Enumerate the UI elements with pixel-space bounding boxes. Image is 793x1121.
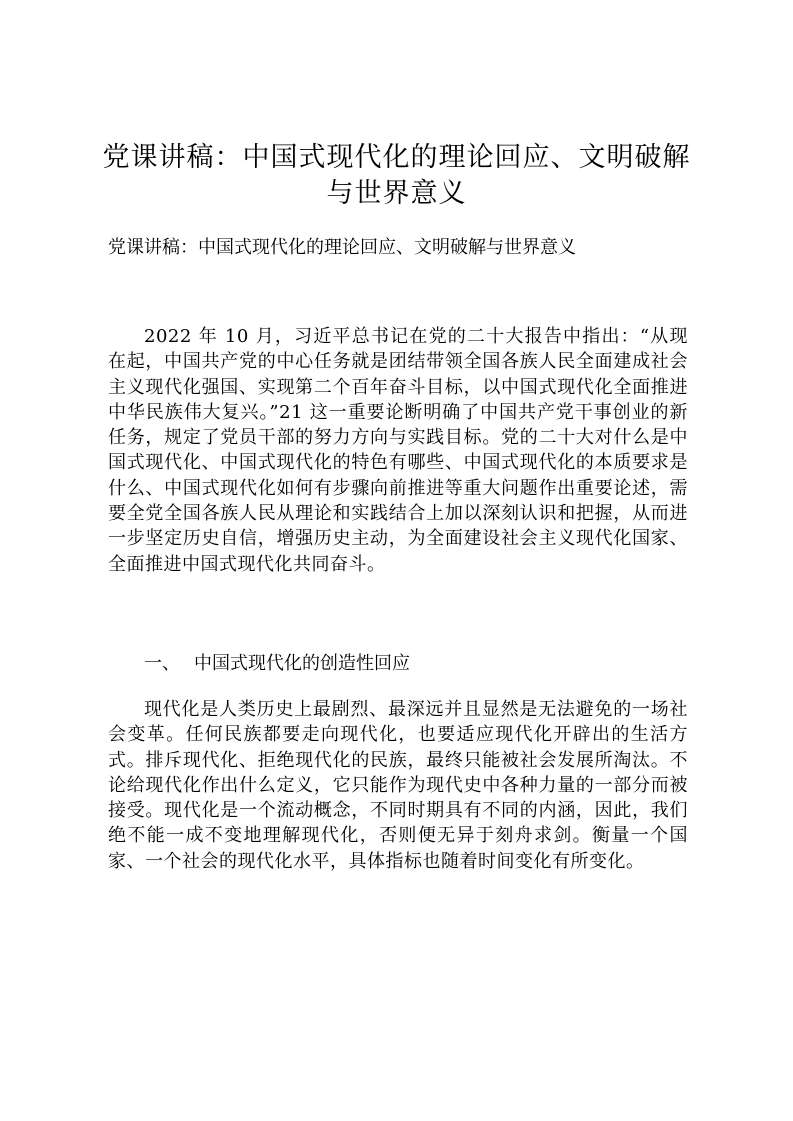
section-heading-1 xyxy=(144,651,410,677)
document-title: 党课讲稿：中国式现代化的理论回应、文明破解与世界意义 xyxy=(102,142,691,209)
section-number: 一、 xyxy=(144,653,180,674)
body-paragraph-1: 2022 年 10 月，习近平总书记在党的二十大报告中指出：“从现在起，中国共产党的中心任务就是团结带领全国各族人民全面建成社会主义现代化强国、实现第二个百年奋斗目标，以中国式现代化全面推进中华民族伟大复兴。”21 这一重要论断明确了中国共产党干事创业的新任务，规定了党员干部的努力方向与实践目标。党的二十大对什么是中国式现代化、中国式现代化的特色有哪些、中国式现代化的本质要求是什么、中国式现代化如何有步骤向前推进等重大问题作出重要论述，需要全党全国各族人民从理论和实践结合上加以深刻认识和把握，从而进一步坚定历史自信，增强历史主动，为全面建设社会主义现代化国家、全面推进中国式现代化共同奋斗。 xyxy=(108,326,688,575)
body-paragraph-2: 现代化是人类历史上最剧烈、最深远并且显然是无法避免的一场社会变革。任何民族都要走向现代化，也要适应现代化开辟出的生活方式。排斥现代化、拒绝现代化的民族，最终只能被社会发展所淘汰。不论给现代化作出什么定义，它只能作为现代史中各种力量的一部分而被接受。现代化是一个流动概念，不同时期具有不同的内涵，因此，我们绝不能一成不变地理解现代化，否则便无异于刻舟求剑。衡量一个国家、一个社会的现代化水平，具体指标也随着时间变化有所变化。 xyxy=(108,699,688,872)
section-heading-text: 中国式现代化的创造性回应 xyxy=(194,653,410,674)
document-subtitle: 党课讲稿：中国式现代化的理论回应、文明破解与世界意义 xyxy=(108,237,576,258)
